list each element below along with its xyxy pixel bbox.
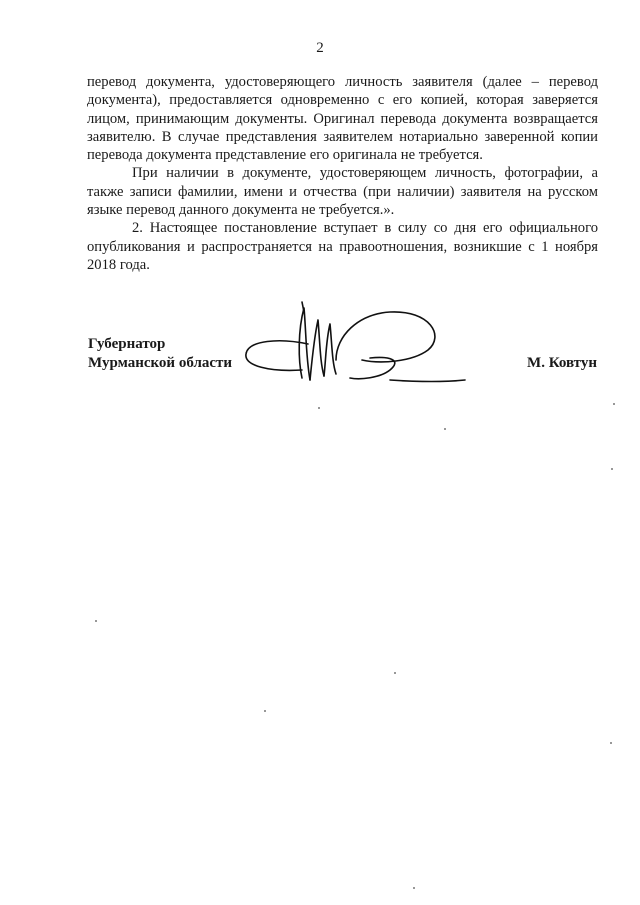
scan-speck — [264, 710, 266, 712]
scan-speck — [610, 742, 612, 744]
scan-speck — [95, 620, 97, 622]
paragraph-effective-date: 2. Настоящее постановление вступает в силу со дня его официального опубликования и распространяется на правоотношения, возникшие с 1 ноября 2018 года. — [87, 220, 598, 273]
signatory-title — [88, 335, 232, 373]
signatory-region: Мурманской области — [88, 355, 233, 371]
scan-speck — [611, 468, 613, 470]
handwritten-signature — [240, 300, 480, 400]
scan-speck — [413, 887, 415, 889]
scan-speck — [394, 672, 396, 674]
signatory-position: Губернатор — [88, 336, 166, 352]
paragraph-photo-exception: При наличии в документе, удостоверяющем личность, фотографии, а также записи фамилии, имени и отчества (при наличии) заявителя на русском языке перевод данного документа не требуется.». — [87, 165, 598, 219]
scan-speck — [444, 428, 446, 430]
scan-speck — [318, 407, 320, 409]
signatory-name: М. Ковтун — [527, 355, 597, 371]
document-body — [87, 73, 598, 274]
paragraph-translation-continuation: перевод документа, удостоверяющего личность заявителя (далее – перевод документа), предоставляется одновременно с его копией, которая заверяется лицом, принимающим документы. Оригинал перевода документа возвращается заявителю. В случае представления заявителем нотариально заверенной копии перевода документа представление его оригинала не требуется. — [87, 74, 598, 164]
scan-speck — [613, 403, 615, 405]
page-number: 2 — [316, 40, 324, 56]
